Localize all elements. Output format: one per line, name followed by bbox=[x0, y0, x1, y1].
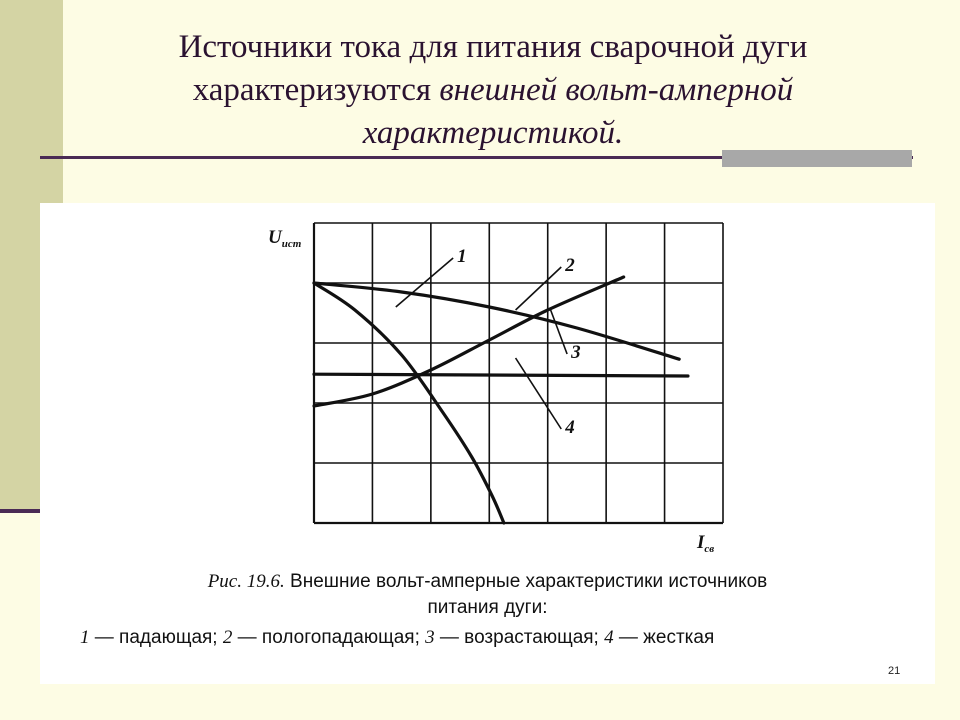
title-divider-accent bbox=[722, 150, 912, 167]
series-label-4: 4 bbox=[565, 417, 575, 438]
title-line-2-italic: внешней вольт-амперной bbox=[439, 72, 794, 108]
caption-line-2: питания дуги: bbox=[427, 597, 548, 618]
caption-legend-text-3: — возрастающая; bbox=[434, 627, 605, 648]
caption-line-3 bbox=[80, 627, 714, 649]
figure-panel bbox=[40, 203, 935, 684]
chart-curves bbox=[314, 277, 688, 523]
caption-line-1-text: Внешние вольт-амперные характеристики источников bbox=[284, 571, 768, 592]
slide-title bbox=[63, 26, 923, 155]
series-leader-4 bbox=[516, 358, 562, 429]
caption-legend-number-1: 1 bbox=[80, 627, 90, 648]
series-line-4 bbox=[314, 374, 688, 376]
caption-legend-text-1: — падающая; bbox=[89, 627, 223, 648]
y-axis-label: $U_{ист}$ bbox=[268, 227, 302, 250]
caption-legend-text-2: — пологопадающая; bbox=[232, 627, 426, 648]
series-leader-3 bbox=[551, 310, 567, 354]
title-line-2-plain: характеризуются bbox=[192, 72, 440, 108]
series-label-3: 3 bbox=[571, 342, 581, 363]
caption-figure-label: Рис. 19.6. bbox=[207, 571, 285, 592]
series-leader-2 bbox=[516, 267, 562, 310]
caption-legend-number-3: 3 bbox=[425, 627, 435, 648]
caption-legend-number-2: 2 bbox=[222, 627, 233, 648]
title-line-1: Источники тока для питания сварочной дуги bbox=[178, 29, 808, 65]
caption-legend-text-4: — жесткая bbox=[613, 627, 715, 648]
title-line-2 bbox=[63, 69, 923, 112]
caption-line-1 bbox=[40, 571, 935, 593]
series-label-2: 2 bbox=[565, 255, 575, 276]
series-label-1: 1 bbox=[457, 246, 467, 267]
page-number: 21 bbox=[888, 665, 901, 677]
caption-legend-number-4: 4 bbox=[604, 627, 614, 648]
title-line-3: характеристикой. bbox=[362, 115, 624, 151]
x-axis-label: $I_{св}$ bbox=[697, 532, 715, 555]
